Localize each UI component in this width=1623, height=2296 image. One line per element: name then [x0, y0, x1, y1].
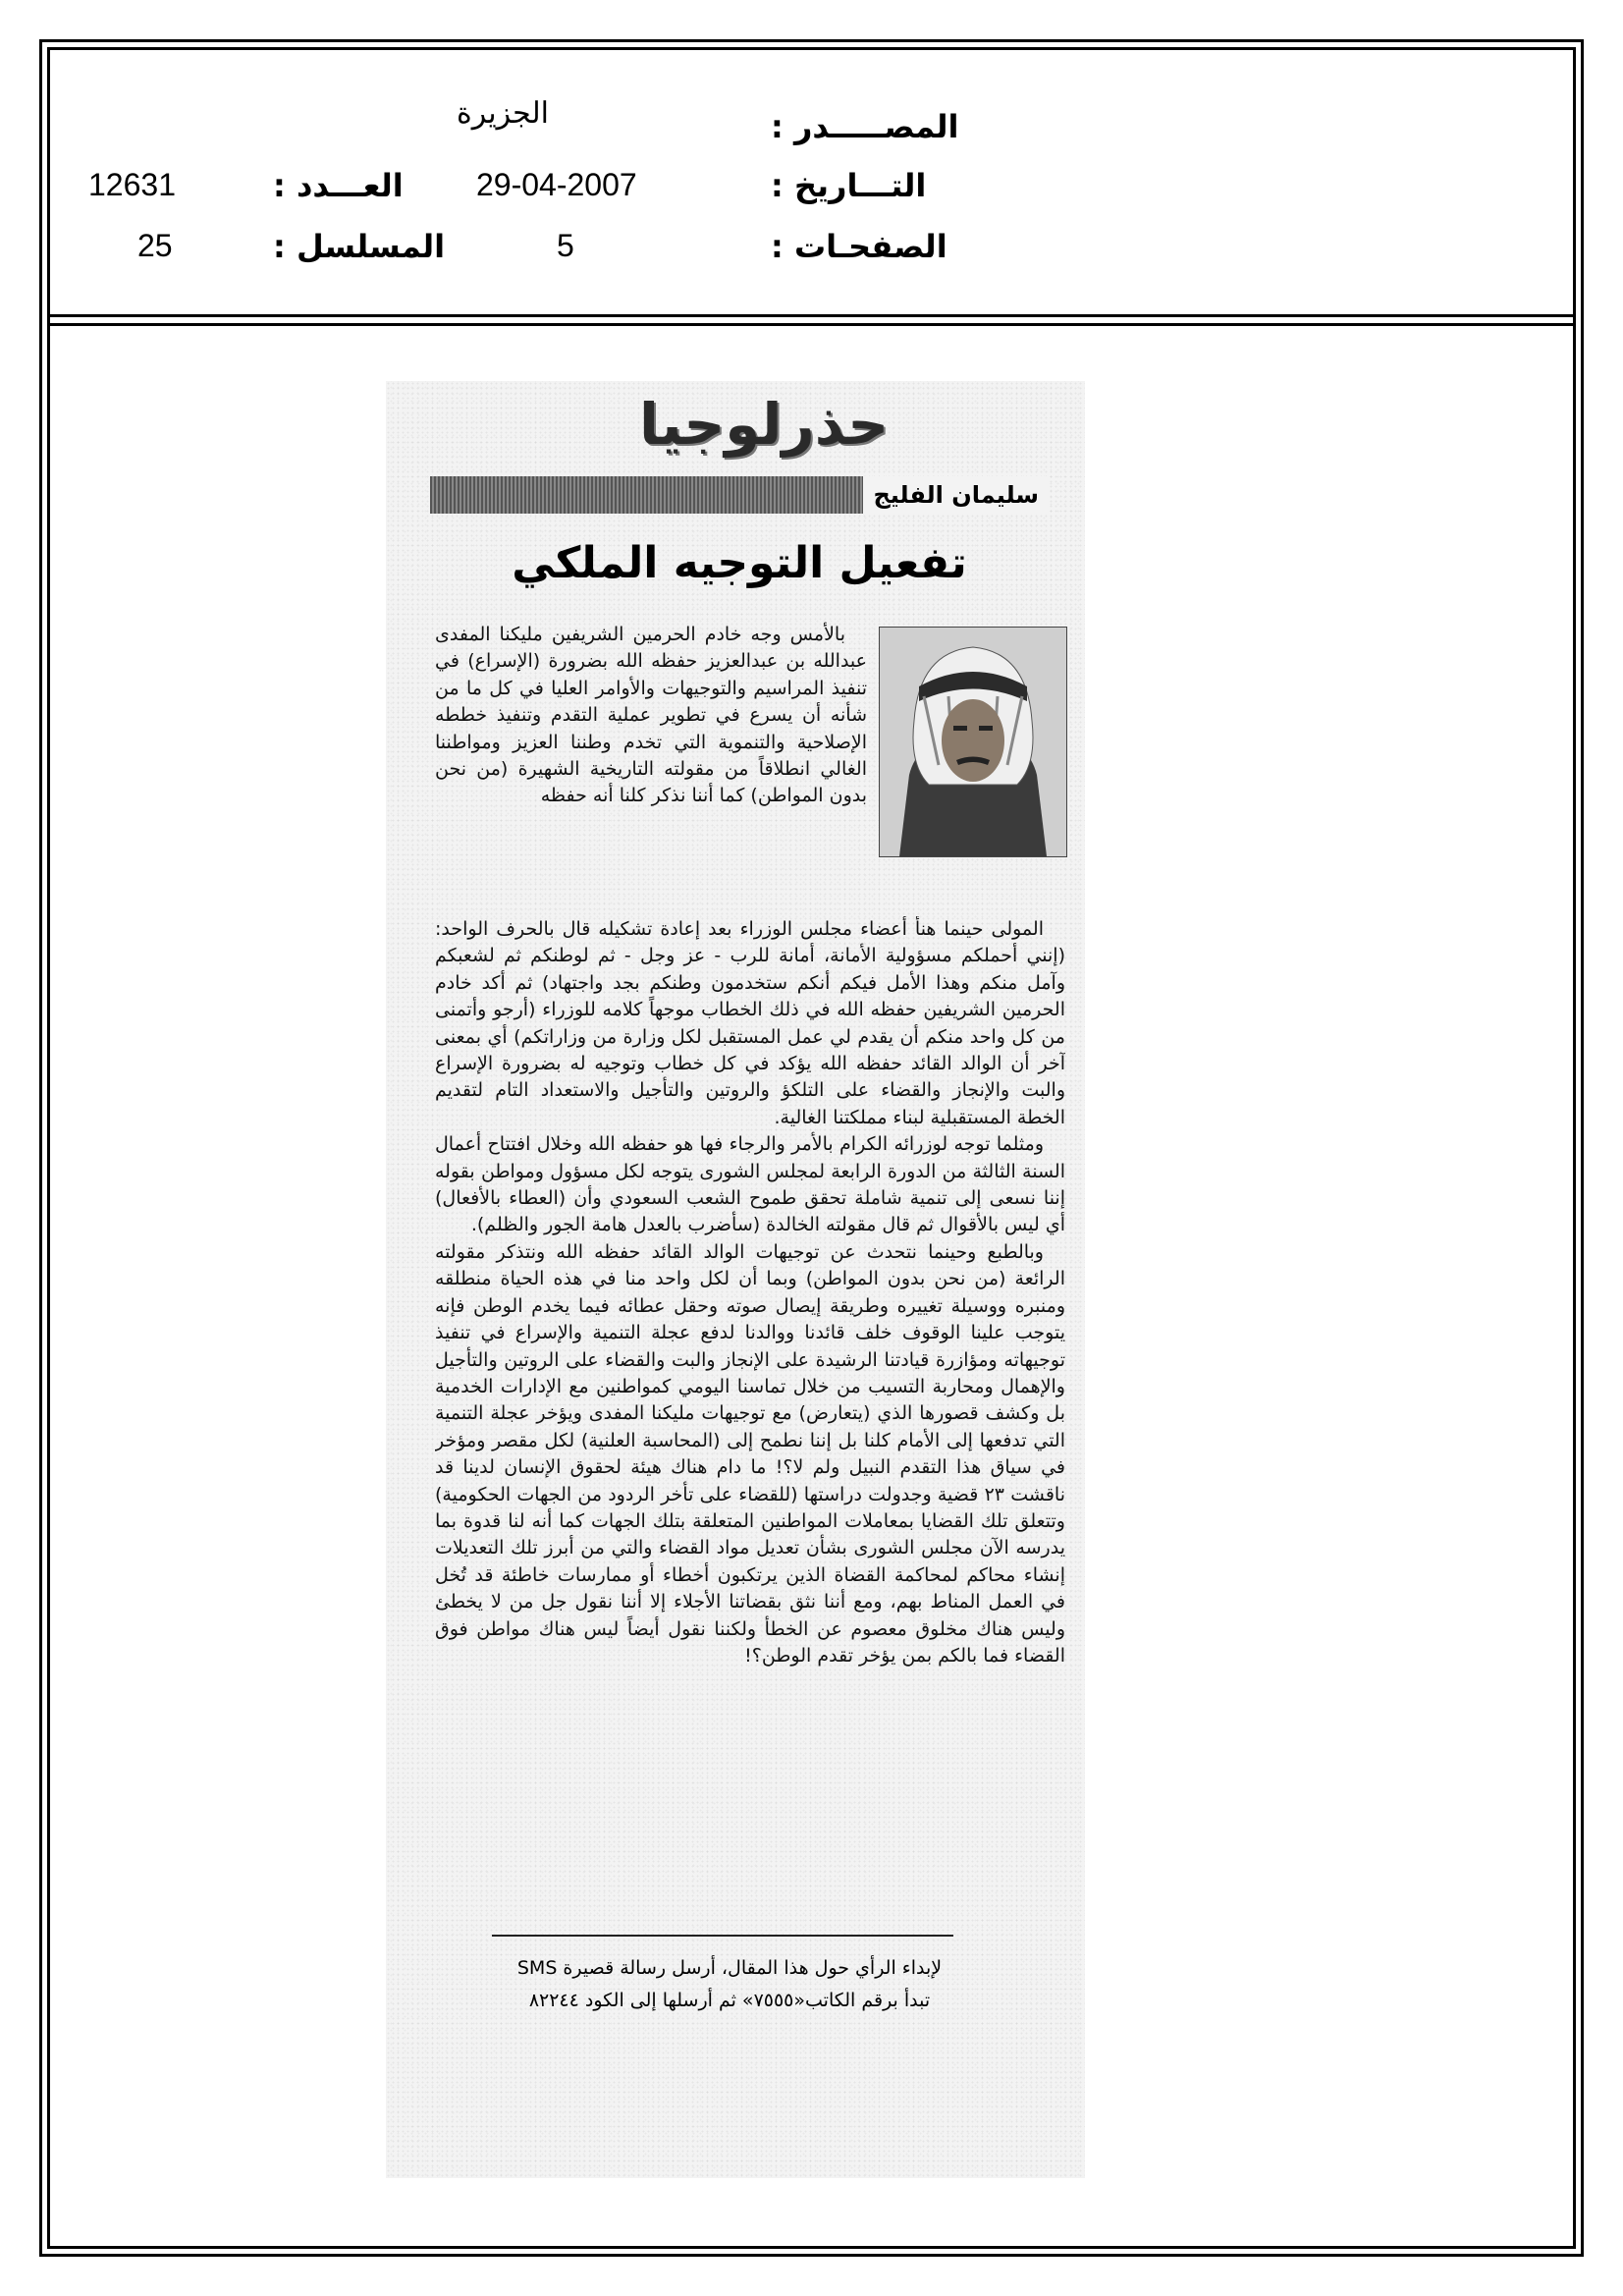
author-portrait-image	[880, 628, 1066, 856]
source-value: الجزيرة	[457, 97, 550, 130]
sms-note-line-2: تبدأ برقم الكاتب«٧٥٥٥» ثم أرسلها إلى الكود ٨٢٢٤٤	[528, 1990, 931, 2011]
article-body	[435, 916, 1065, 1923]
issue-label: العـــدد :	[273, 167, 404, 204]
article-intro	[435, 622, 867, 946]
pages-label: الصفحـات :	[771, 228, 947, 265]
body-paragraph-1: المولى حينما هنأ أعضاء مجلس الوزراء بعد إعادة تشكيله قال بالحرف الواحد: (إنني أحملكم مسؤولية الأمانة، أمانة للرب - عز وجل - ثم لوطنكم ثم لشعبكم وآمل منكم وهذا الأمل فيكم أنكم ستخدمون وطنكم بجد واجتهاد) ثم أكد خادم الحرمين الشريفين حفظه الله في ذلك الخطاب موجهاً كلامه للوزراء (أرجو وأتمنى من كل واحد منكم أن يقدم لي عمل المستقبل لكل وزارة من وزاراتكم) أي بمعنى آخر أن الوالد القائد حفظه الله يؤكد في كل خطاب وتوجيه له بضرورة الإسراع والبت والإنجاز والقضاء على التلكؤ والروتين والتأجيل والاستعداد التام لتقديم الخطة المستقبلية لبناء مملكتنا الغالية.	[435, 918, 1065, 1128]
date-value: 29-04-2007	[476, 167, 637, 202]
issue-value: 12631	[88, 167, 176, 202]
author-bar	[430, 476, 1049, 514]
sms-note	[455, 1952, 1004, 2017]
intro-paragraph: بالأمس وجه خادم الحرمين الشريفين مليكنا المفدى عبدالله بن عبدالعزيز حفظه الله بضرورة (الإسراع) في تنفيذ المراسيم والتوجيهات والأوامر العليا في كل ما من شأنه أن يسرع في تطوير عملية التقدم وتنفيذ خططه الإصلاحية والتنموية التي تخدم وطننا العزيز ومواطننا الغالي انطلاقاً من مقولته التاريخية الشهيرة (من نحن بدون المواطن) كما أننا نذكر كلنا أنه حفظه	[435, 624, 867, 807]
header-divider	[47, 314, 1576, 317]
header-divider-secondary	[47, 323, 1576, 326]
serial-label: المسلسل :	[273, 228, 446, 265]
pages-value: 5	[557, 228, 574, 263]
footer-rule	[492, 1935, 953, 1937]
sms-note-line-1: لإبداء الرأي حول هذا المقال، أرسل رسالة قصيرة SMS	[516, 1957, 943, 1979]
body-paragraph-3: وبالطبع وحينما نتحدث عن توجيهات الوالد القائد حفظه الله ونتذكر مقولته الرائعة (من نحن بدون المواطن) وبما أن لكل واحد منا في هذه الحياة منطلقه ومنبره ووسيلة تغييره وطريقة إيصال صوته وحقل عطائه فيما يخدم الوطن فإنه يتوجب علينا الوقوف خلف قائدنا ووالدنا لدفع عجلة التنمية والإسراع في تنفيذ توجيهاته ومؤازرة قيادتنا الرشيدة على الإنجاز والبت والقضاء على الروتين والتأجيل والإهمال ومحاربة التسيب من خلال تماسنا اليومي كمواطنين مع الإدارات الخدمية بل وكشف قصورها الذي (يتعارض) مع توجيهات مليكنا المفدى ويؤخر عجلة التنمية التي تدفعها إلى الأمام كلنا بل إننا نطمح إلى (المحاسبة العلنية) لكل مقصر ومؤخر في سياق هذا التقدم النبيل ولم لا؟! ما دام هناك هيئة لحقوق الإنسان لدينا قد ناقشت ٢٣ قضية وجدولت دراستها (للقضاء على تأخر الردود من الجهات الحكومية) وتتعلق تلك القضايا بمعاملات المواطنين المتعلقة بتلك الجهات كما أنه لنا قدوة بما يدرسه الآن مجلس الشورى بشأن تعديل مواد القضاء والتي من أبرز تلك التعديلات إنشاء محاكم لمحاكمة القضاة الذين يرتكبون أخطاء أو ممارسات خاطئة قد تُخل في العمل المناط بهم، ومع أننا نثق بقضاتنا الأجلاء إلا أننا نقول جل من لا يخطئ وليس هناك مخلوق معصوم عن الخطأ ولكننا نقول أيضاً ليس هناك مواطن فوق القضاء فما بالكم بمن يؤخر تقدم الوطن؟!	[435, 1240, 1065, 1667]
column-logo: حذرلوجيا	[638, 391, 890, 458]
serial-value: 25	[137, 228, 173, 263]
author-name: سليمان الفليج	[863, 476, 1049, 514]
source-label: المصـــــدر :	[771, 108, 959, 145]
author-photo	[879, 627, 1067, 857]
article-title: تفعيل التوجيه الملكي	[512, 538, 967, 588]
newspaper-clipping	[386, 381, 1085, 2178]
date-label: التـــاريخ :	[771, 167, 927, 204]
body-paragraph-2: ومثلما توجه لوزرائه الكرام بالأمر والرجاء فها هو حفظه الله وخلال افتتاح أعمال السنة الثالثة من الدورة الرابعة لمجلس الشورى يتوجه لكل مسؤول ومواطن بقوله إننا نسعى إلى تنمية شاملة تحقق طموح الشعب السعودي وأن (العطاء بالأفعال) أي ليس بالأقوال ثم قال مقولته الخالدة (سأضرب بالعدل هامة الجور والظلم).	[435, 1133, 1065, 1236]
